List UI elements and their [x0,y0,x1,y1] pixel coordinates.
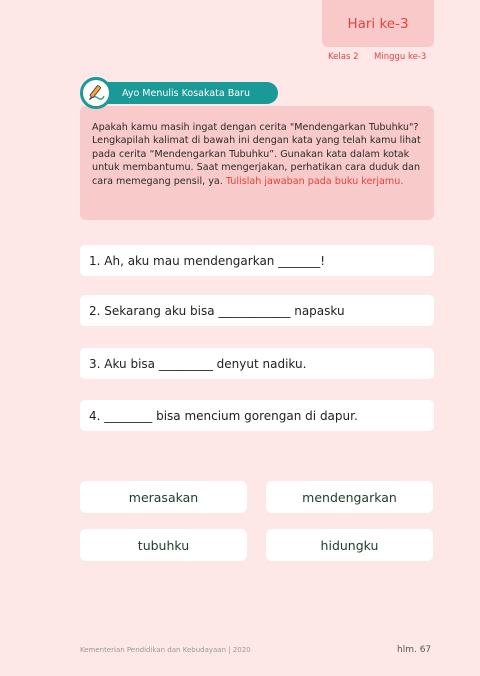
answer-word-box [80,481,247,513]
answer-word-box [266,481,433,513]
page-number: hlm. 67 [397,645,432,655]
question-4 [80,400,434,431]
question-text: 3. Aku bisa _________ denyut nadiku. [89,356,307,371]
question-text: 4. ________ bisa mencium gorengan di dapur. [89,408,358,423]
class-label: Kelas 2 [328,52,359,62]
question-3 [80,348,434,379]
answer-word: tubuhku [137,537,190,553]
answer-word: mendengarkan [302,489,397,505]
answer-word: hidungku [320,537,379,553]
question-text: 2. Sekarang aku bisa ____________ napasku [89,303,345,318]
question-1 [80,245,434,276]
day-badge [322,0,434,47]
instructions-highlight: Tulislah jawaban pada buku kerjamu. [225,175,404,187]
section-header [96,82,278,104]
footer-publisher: Kementerian Pendidikan dan Kebudayaan | 2020 [80,646,251,654]
question-text: 1. Ah, aku mau mendengarkan _______! [89,253,326,268]
question-2 [80,295,434,326]
section-title: Ayo Menulis Kosakata Baru [122,87,250,99]
day-label: Hari ke-3 [347,15,409,32]
week-label: Minggu ke-3 [374,52,427,62]
pencil-writing-icon [80,77,112,109]
answer-word-box [266,529,433,561]
instructions-panel [80,106,434,220]
instructions-text: Apakah kamu masih ingat dengan cerita "Mendengarkan Tubuhku"? Lengkapilah kalimat di bawah ini dengan kata yang telah kamu lihat pada cerita “Mendengarkan Tubuhku”. Gunakan kata dalam kotak untuk membantumu. Saat mengerjakan, perhatikan cara duduk dan cara memegang pensil, ya. [92,122,421,187]
answer-word-box [80,529,247,561]
answer-word: merasakan [128,489,199,505]
